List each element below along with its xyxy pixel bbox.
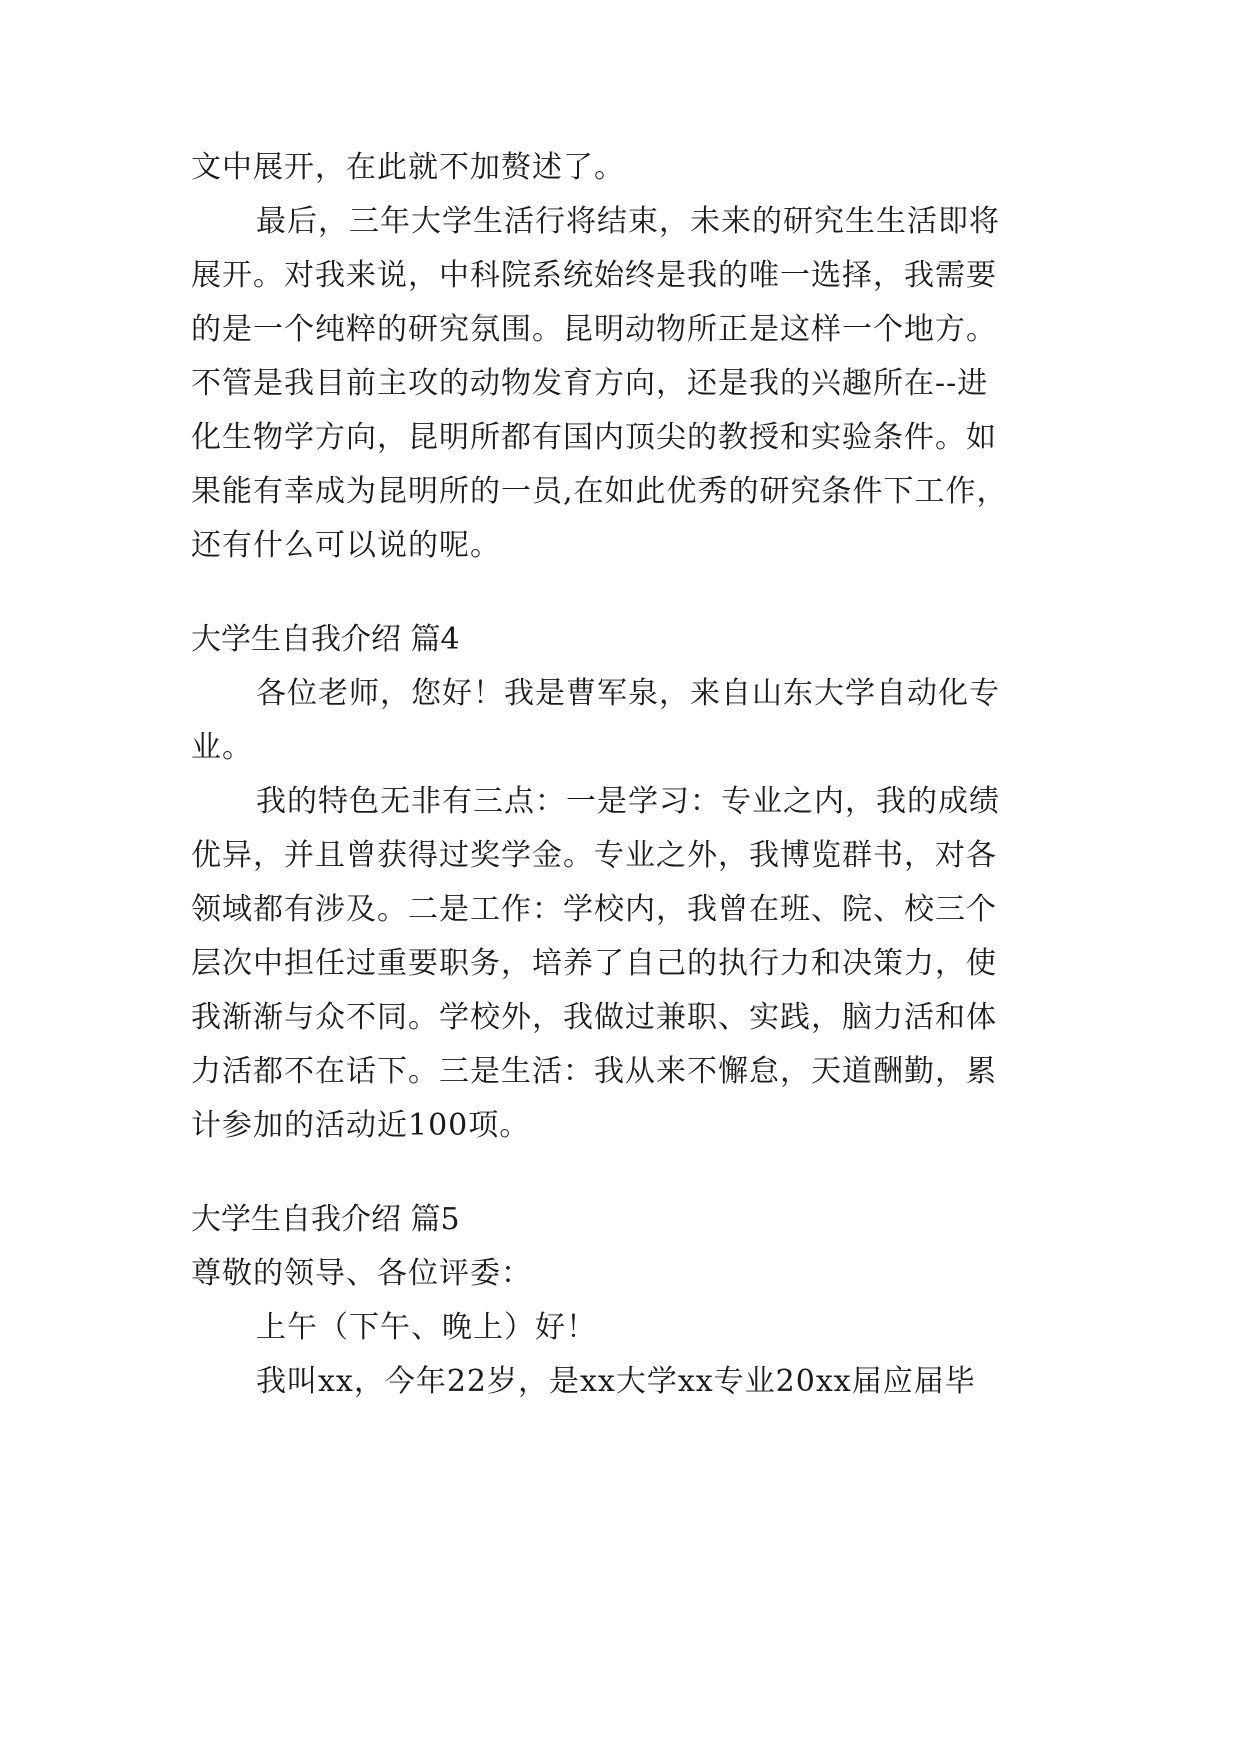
- paragraph-line: 我叫xx，今年22岁，是xx大学xx专业20xx届应届毕: [256, 1364, 976, 1399]
- paragraph-line: 果能有幸成为昆明所的一员,在如此优秀的研究条件下工作，: [191, 474, 1008, 509]
- paragraph-line: 最后，三年大学生活行将结束，未来的研究生生活即将: [256, 204, 1000, 239]
- paragraph-line: 力活都不在话下。三是生活：我从来不懈怠，天道酬勤，累: [191, 1054, 997, 1089]
- section-heading-4: 大学生自我介绍 篇4: [191, 622, 460, 657]
- paragraph-line: 我的特色无非有三点：一是学习：专业之内，我的成绩: [256, 784, 1000, 819]
- paragraph-line: 优异，并且曾获得过奖学金。专业之外，我博览群书，对各: [191, 838, 997, 873]
- paragraph-line: 文中展开，在此就不加赘述了。: [191, 150, 625, 185]
- paragraph-line: 业。: [191, 730, 253, 765]
- paragraph-line: 上午（下午、晚上）好！: [256, 1310, 597, 1345]
- paragraph-line: 领域都有涉及。二是工作：学校内，我曾在班、院、校三个: [191, 892, 997, 927]
- paragraph-line: 计参加的活动近100项。: [191, 1108, 531, 1143]
- section-heading-5: 大学生自我介绍 篇5: [191, 1202, 460, 1237]
- paragraph-line: 我渐渐与众不同。学校外，我做过兼职、实践，脑力活和体: [191, 1000, 997, 1035]
- paragraph-line: 展开。对我来说，中科院系统始终是我的唯一选择，我需要: [191, 258, 997, 293]
- paragraph-line: 层次中担任过重要职务，培养了自己的执行力和决策力，使: [191, 946, 997, 981]
- paragraph-line: 尊敬的领导、各位评委：: [191, 1256, 532, 1291]
- paragraph-line: 还有什么可以说的呢。: [191, 528, 501, 563]
- paragraph-line: 化生物学方向，昆明所都有国内顶尖的教授和实验条件。如: [191, 420, 997, 455]
- paragraph-line: 不管是我目前主攻的动物发育方向，还是我的兴趣所在--进: [191, 366, 989, 401]
- paragraph-line: 各位老师，您好！我是曹军泉，来自山东大学自动化专: [256, 676, 1000, 711]
- paragraph-line: 的是一个纯粹的研究氛围。昆明动物所正是这样一个地方。: [191, 312, 997, 347]
